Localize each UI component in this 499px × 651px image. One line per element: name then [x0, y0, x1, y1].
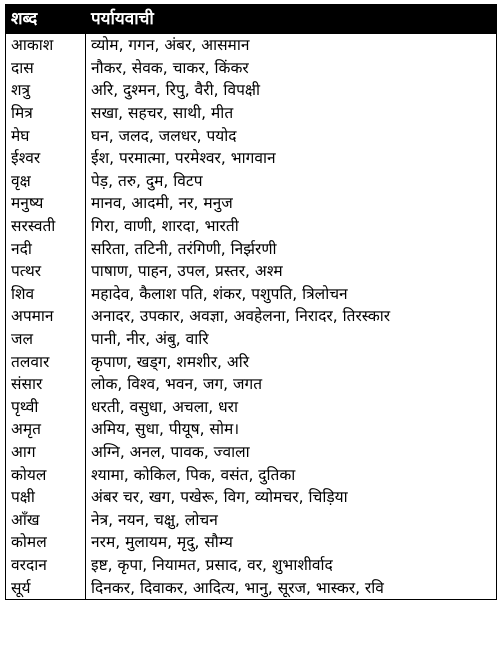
synonyms-cell: नौकर, सेवक, चाकर, किंकर: [86, 57, 497, 80]
synonyms-cell: अग्नि, अनल, पावक, ज्वाला: [86, 441, 497, 464]
synonyms-cell: पाषाण, पाहन, उपल, प्रस्तर, अश्म: [86, 260, 497, 283]
synonyms-cell: इष्ट, कृपा, नियामत, प्रसाद, वर, शुभाशीर्वाद: [86, 554, 497, 577]
synonyms-cell: दिनकर, दिवाकर, आदित्य, भानु, सूरज, भास्कर, रवि: [86, 576, 497, 599]
table-row: [6, 531, 497, 554]
word-cell: कोयल: [6, 463, 86, 486]
table-row: [6, 79, 497, 102]
header-word: शब्द: [6, 5, 86, 34]
word-cell: पृथ्वी: [6, 396, 86, 419]
synonyms-sheet: [5, 4, 496, 600]
table-row: [6, 305, 497, 328]
table-row: [6, 463, 497, 486]
table-row: [6, 486, 497, 509]
word-cell: आग: [6, 441, 86, 464]
synonyms-cell: मानव, आदमी, नर, मनुज: [86, 192, 497, 215]
word-cell: मेघ: [6, 124, 86, 147]
word-cell: ईश्वर: [6, 147, 86, 170]
synonyms-cell: व्योम, गगन, अंबर, आसमान: [86, 34, 497, 57]
word-cell: वृक्ष: [6, 170, 86, 193]
word-cell: सरस्वती: [6, 215, 86, 238]
synonyms-cell: कृपाण, खड्ग, शमशीर, अरि: [86, 350, 497, 373]
word-cell: अमृत: [6, 418, 86, 441]
synonyms-cell: सखा, सहचर, साथी, मीत: [86, 102, 497, 125]
synonyms-cell: श्यामा, कोकिल, पिक, वसंत, दुतिका: [86, 463, 497, 486]
synonyms-cell: अमिय, सुधा, पीयूष, सोम।: [86, 418, 497, 441]
header-synonyms: पर्यायवाची: [86, 5, 497, 34]
word-cell: शिव: [6, 283, 86, 306]
word-cell: दास: [6, 57, 86, 80]
table-row: [6, 350, 497, 373]
table-row: [6, 373, 497, 396]
word-cell: आँख: [6, 508, 86, 531]
table-row: [6, 102, 497, 125]
table-row: [6, 192, 497, 215]
word-cell: तलवार: [6, 350, 86, 373]
table-row: [6, 396, 497, 419]
table-row: [6, 554, 497, 577]
synonyms-cell: महादेव, कैलाश पति, शंकर, पशुपति, त्रिलोचन: [86, 283, 497, 306]
synonyms-cell: धरती, वसुधा, अचला, धरा: [86, 396, 497, 419]
table-row: [6, 124, 497, 147]
table-row: [6, 508, 497, 531]
synonyms-cell: पानी, नीर, अंबु, वारि: [86, 328, 497, 351]
word-cell: नदी: [6, 237, 86, 260]
word-cell: अपमान: [6, 305, 86, 328]
table-row: [6, 260, 497, 283]
table-row: [6, 576, 497, 599]
word-cell: सूर्य: [6, 576, 86, 599]
word-cell: शत्रु: [6, 79, 86, 102]
synonyms-cell: ईश, परमात्मा, परमेश्वर, भागवान: [86, 147, 497, 170]
word-cell: संसार: [6, 373, 86, 396]
synonyms-cell: गिरा, वाणी, शारदा, भारती: [86, 215, 497, 238]
synonyms-cell: अरि, दुश्मन, रिपु, वैरी, विपक्षी: [86, 79, 497, 102]
word-cell: जल: [6, 328, 86, 351]
table-row: [6, 283, 497, 306]
synonyms-cell: अंबर चर, खग, पखेरू, विग, व्योमचर, चिड़िया: [86, 486, 497, 509]
word-cell: मित्र: [6, 102, 86, 125]
synonyms-table: [5, 4, 497, 600]
table-body: [6, 34, 497, 600]
table-row: [6, 441, 497, 464]
word-cell: आकाश: [6, 34, 86, 57]
table-row: [6, 418, 497, 441]
table-row: [6, 215, 497, 238]
table-row: [6, 34, 497, 57]
synonyms-cell: अनादर, उपकार, अवज्ञा, अवहेलना, निरादर, तिरस्कार: [86, 305, 497, 328]
synonyms-cell: नरम, मुलायम, मृदु, सौम्य: [86, 531, 497, 554]
synonyms-cell: घन, जलद, जलधर, पयोद: [86, 124, 497, 147]
table-row: [6, 57, 497, 80]
word-cell: वरदान: [6, 554, 86, 577]
word-cell: मनुष्य: [6, 192, 86, 215]
synonyms-cell: नेत्र, नयन, चक्षु, लोचन: [86, 508, 497, 531]
word-cell: पत्थर: [6, 260, 86, 283]
table-row: [6, 147, 497, 170]
table-row: [6, 237, 497, 260]
synonyms-cell: सरिता, तटिनी, तरंगिणी, निर्झरणी: [86, 237, 497, 260]
synonyms-cell: लोक, विश्व, भवन, जग, जगत: [86, 373, 497, 396]
table-row: [6, 328, 497, 351]
word-cell: कोमल: [6, 531, 86, 554]
table-row: [6, 170, 497, 193]
synonyms-cell: पेड़, तरु, दुम, विटप: [86, 170, 497, 193]
header-row: [6, 5, 497, 34]
word-cell: पक्षी: [6, 486, 86, 509]
